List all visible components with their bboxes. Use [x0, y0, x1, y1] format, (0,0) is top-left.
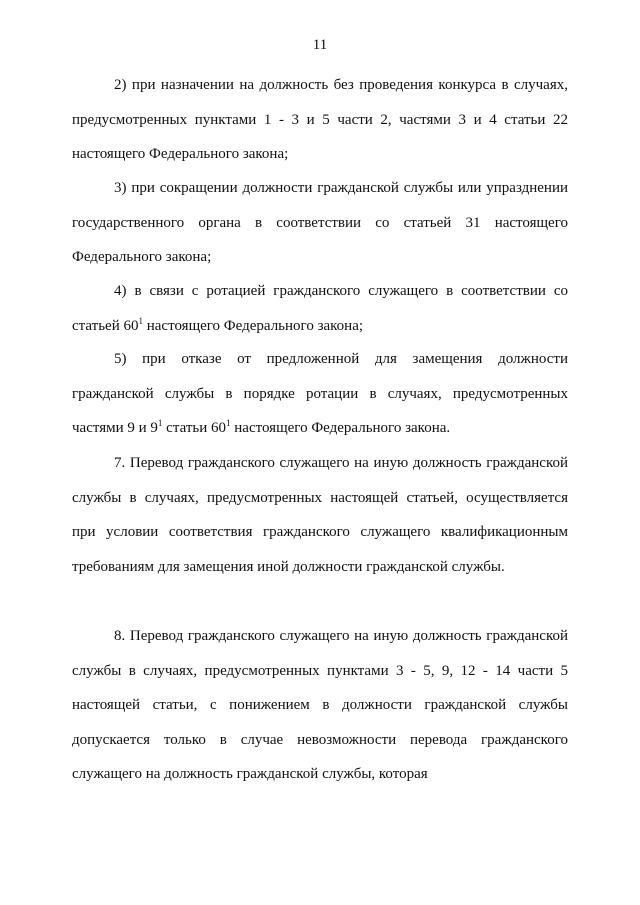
paragraph-item-2: 2) при назначении на должность без проведения конкурса в случаях, предусмотренных пунктами 1 - 3 и 5 части 2, частями 3 и 4 статьи 22 настоящего Федерального закона; [72, 77, 568, 162]
superscript: 1 [157, 418, 163, 428]
paragraph-item-5 [72, 342, 568, 446]
paragraph-section-8: 8. Перевод гражданского служащего на иную должность гражданской службы в случаях, предусмотренных пунктами 3 - 5, 9, 12 - 14 части 5 настоящей статьи, с понижением в должности гражданской службы допускается только в случае невозможности перевода гражданского служащего на должность гражданской службы, которая [72, 628, 568, 782]
superscript: 1 [226, 418, 231, 428]
paragraph-item-4-text: 4) в связи с ротацией гражданского служащего в соответствии со статьей 60 [72, 283, 568, 334]
paragraph-section-7: 7. Перевод гражданского служащего на иную должность гражданской службы в случаях, предусмотренных настоящей статьей, осуществляется при условии соответствия гражданского служащего квалификационным требованиям для замещения иной должности гражданской службы. [72, 455, 568, 575]
paragraph-item-5-text-middle: статьи 60 [162, 420, 227, 436]
paragraph-item-3: 3) при сокращении должности гражданской службы или упразднении государственного органа в соответствии со статьей 31 настоящего Федерального закона; [72, 180, 568, 265]
paragraph-item-5-text-end: настоящего Федерального закона. [230, 420, 451, 436]
superscript: 1 [138, 315, 143, 326]
paragraph-item-5-text: 5) при отказе от предложенной для замещения должности гражданской службы в порядке ротации в случаях, предусмотренных частями 9 и 9 [72, 351, 568, 436]
paragraph-item-4 [72, 274, 568, 343]
page-number: 11 [312, 37, 328, 53]
paragraph-item-4-text-end: настоящего Федерального закона; [143, 317, 364, 334]
